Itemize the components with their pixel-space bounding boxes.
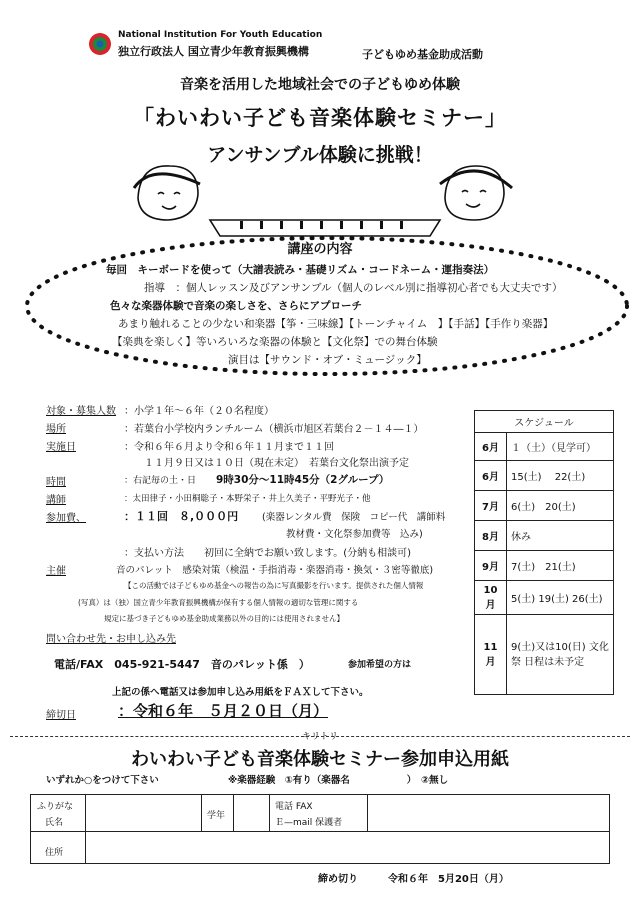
- payment-info: ：支払い方法 初回に全納でお願い致します。(分納も相談可): [124, 548, 412, 559]
- target-value: ：小学１年～６年（２０名程度）: [124, 406, 274, 417]
- schedule-dates: 休み: [507, 521, 614, 551]
- form-instruction: いずれか○をつけて下さい: [46, 775, 159, 786]
- schedule-dates: 5(土) 19(土) 26(土): [507, 581, 614, 615]
- course-heading: 講座の内容: [287, 242, 353, 257]
- course-line-6: 演目は【サウンド・オブ・ミュージック】: [228, 354, 427, 366]
- fee-value: ：１１回 ８,０００円: [124, 510, 239, 523]
- cut-line: [10, 736, 630, 737]
- grade-field[interactable]: [237, 797, 267, 829]
- schedule-month: 8月: [475, 521, 507, 551]
- fax-note: 上記の係へ電話又は参加申し込み用紙をＦＡＸして下さい。: [112, 687, 369, 698]
- children-keyboard-illustration: [100, 158, 540, 238]
- target-label: 対象・募集人数: [46, 406, 116, 417]
- course-line-3: 色々な楽器体験で音楽の楽しさを、さらにアプローチ: [110, 300, 362, 312]
- schedule-dates: １（土）（見学可）: [507, 433, 614, 461]
- period-note: １１月９日又は１０日（現在未定） 若葉台文化祭出演予定: [144, 458, 409, 469]
- organizer-value: 音のパレット 感染対策（検温・手指消毒・楽器消毒・換気・３密等徹底): [116, 565, 434, 576]
- course-line-1: 毎回 キーボードを使って（大譜表読み・基礎リズム・コードネーム・運指奏法）: [106, 264, 495, 276]
- tel-note: 参加希望の方は: [348, 660, 412, 670]
- course-line-4: あまり触れることの少ない和楽器【筝・三味線】【トーンチャイム 】【手話】【手作り楽器】: [118, 318, 554, 330]
- application-form: [30, 794, 610, 864]
- schedule-month: 6月: [475, 433, 507, 461]
- furigana-label: ふりがな: [37, 802, 74, 812]
- place-value: ：若葉台小学校内ランチルーム（横浜市旭区若葉台２－１４―１）: [124, 424, 424, 435]
- schedule-dates: 6(土) 20(土): [507, 491, 614, 521]
- privacy-line-2: (写真）は（独）国立青少年教育振興機構が保有する個人情報の適切な管理に関する: [78, 598, 359, 607]
- address-field[interactable]: [89, 835, 605, 861]
- privacy-line-1: 【この活動では子どもゆめ基金への報告の為に写真撮影を行います。提供された個人情報: [124, 581, 424, 590]
- deadline-label: 締切日: [46, 710, 76, 721]
- schedule-month: 6月: [475, 461, 507, 491]
- fund-label: 子どもゆめ基金助成活動: [362, 48, 483, 61]
- tagline: アンサンブル体験に挑戦！: [207, 144, 433, 166]
- course-line-5: 【楽典を楽しく】等いろいろな楽器の体験と【文化祭】での舞台体験: [112, 336, 438, 348]
- organizer-label: 主催: [46, 566, 66, 577]
- deadline-value: ：令和６年 ５月２０日（月）: [118, 702, 329, 720]
- schedule-month: 10月: [475, 581, 507, 615]
- instrument-experience: ※楽器経験 ①有り（楽器名 ） ②無し: [228, 775, 449, 786]
- schedule-dates: 9(土)又は10(日) 文化祭 日程は未予定: [507, 615, 614, 695]
- tel-fax-label: 電話 FAX: [275, 802, 313, 812]
- email-label: Ｅ—mail 保護者: [275, 818, 343, 828]
- schedule-month: 9月: [475, 551, 507, 581]
- grade-label: 学年: [207, 811, 226, 821]
- schedule-header: スケジュール: [475, 411, 614, 433]
- schedule-month: 11月: [475, 615, 507, 695]
- period-value: ：令和６年６月より令和６年１１月まで１１回: [124, 442, 334, 453]
- fee-note: (楽器レンタル費 保険 コピー代 講師料: [262, 512, 446, 523]
- name-label: 氏名: [45, 818, 64, 828]
- fee-label: 参加費、: [46, 513, 86, 524]
- org-name-en: National Institution For Youth Education: [118, 30, 323, 40]
- instructor-label: 講師: [46, 495, 66, 506]
- form-title: わいわい子ども音楽体験セミナー参加申込用紙: [131, 749, 509, 770]
- schedule-month: 7月: [475, 491, 507, 521]
- subtitle: 音楽を活用した地域社会での子どもゆめ体験: [180, 77, 460, 93]
- time-prefix: ：右記毎の土・日: [124, 476, 197, 486]
- schedule-table: [474, 410, 614, 695]
- schedule-dates: 15(土) 22(土): [507, 461, 614, 491]
- time-label: 時間: [46, 477, 66, 488]
- course-line-2: 指導 ：個人レッスン及びアンサンブル（個人のレベル別に指導初心者でも大丈夫です）: [144, 282, 563, 294]
- period-label: 実施日: [46, 442, 76, 453]
- name-field[interactable]: [89, 797, 199, 829]
- instructor-value: ：太田律子・小田桐聡子・本野栄子・井上久美子・平野光子・他: [124, 494, 371, 504]
- institution-logo-icon: [88, 32, 112, 56]
- time-value: 9時30分～11時45分（2グループ）: [216, 474, 390, 486]
- page-title: 「わいわい子ども音楽体験セミナー」: [133, 106, 507, 130]
- address-label: 住所: [45, 848, 64, 858]
- contact-field[interactable]: [371, 797, 605, 829]
- form-deadline: 締め切り 令和６年 5月20日（月）: [318, 874, 509, 885]
- contact-label: 問い合わせ先・お申し込み先: [46, 634, 176, 645]
- schedule-dates: 7(土) 21(土): [507, 551, 614, 581]
- fee-note-2: 教材費・文化祭参加費等 込み): [286, 529, 423, 540]
- tel-fax: 電話/FAX 045-921-5447 音のパレット係 ）: [54, 658, 310, 671]
- place-label: 場所: [46, 424, 66, 435]
- org-name-ja: 独立行政法人 国立青少年教育振興機構: [118, 45, 309, 58]
- cut-label: キリトリ: [301, 732, 338, 742]
- privacy-line-3: 規定に基づき子どもゆめ基金助成業務以外の目的には使用されません】: [104, 614, 344, 623]
